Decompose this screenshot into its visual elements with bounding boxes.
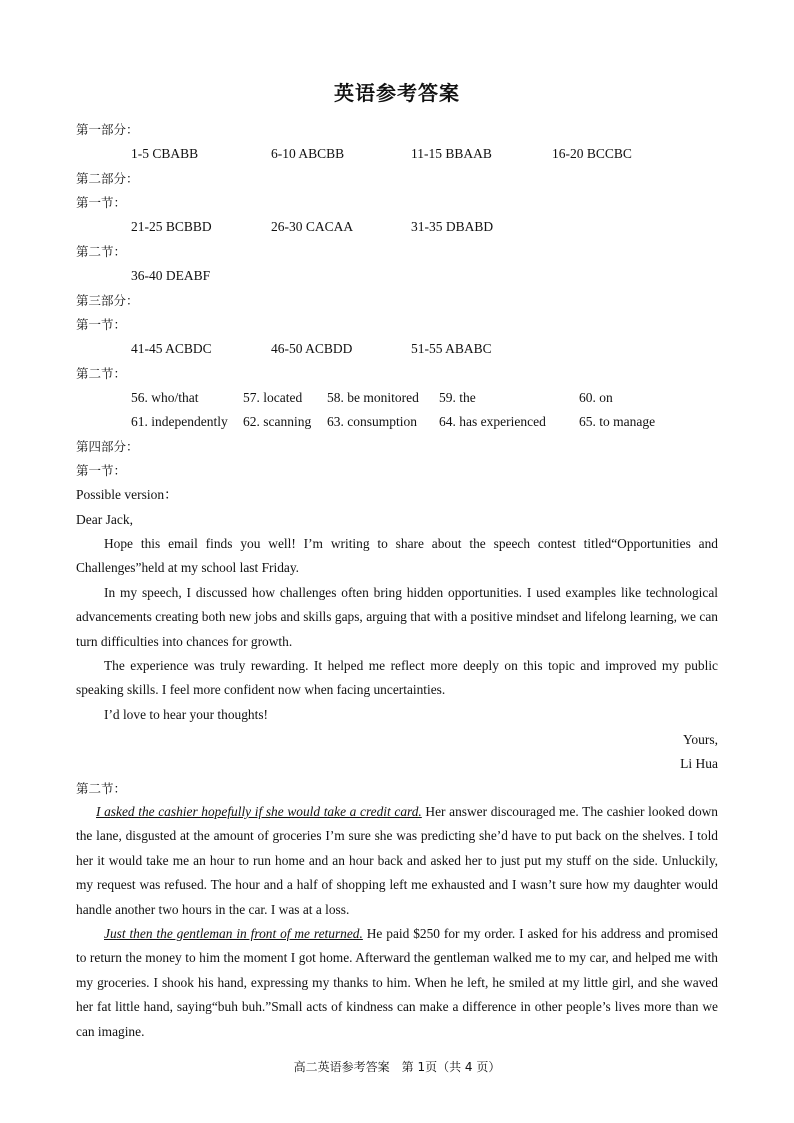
part4-heading: 第四部分： bbox=[76, 439, 139, 454]
part4-section2-heading: 第二节： bbox=[76, 781, 127, 796]
story-body: He paid $250 for my order. I asked for his address and promised to return the money to him the moment I got home. Afterward the gentleman walked me to my car, and helped me with my groceries. I shook his hand, expressing my thanks to him. When he left, he smiled at my little girl, and she waved her fat little hand, saying“buh buh.”Small acts of kindness can make a difference in other people’s lives more than we can imagine. bbox=[76, 926, 719, 1039]
story-paragraph bbox=[76, 922, 718, 1044]
fill-answer: 59. the bbox=[439, 390, 476, 405]
part4-section1-heading: 第一节： bbox=[76, 463, 127, 478]
letter-paragraph: In my speech, I discussed how challenges often bring hidden opportunities. I used examples like technological advancements creating both new jobs and skills gaps, arguing that with a positive mindset and lifelong learning, we can turn difficulties into chances for growth. bbox=[76, 585, 718, 649]
answer-group: 36-40 DEABF bbox=[131, 268, 211, 283]
story-lead-sentence: Just then the gentleman in front of me returned. bbox=[104, 926, 363, 941]
fill-answer: 65. to manage bbox=[579, 414, 656, 429]
letter-closing: Yours, bbox=[682, 732, 718, 747]
fill-answer: 63. consumption bbox=[327, 414, 417, 429]
fill-answer: 60. on bbox=[579, 390, 613, 405]
part3-heading: 第三部分： bbox=[76, 293, 139, 308]
page-title: 英语参考答案 bbox=[334, 81, 460, 105]
letter-paragraph: The experience was truly rewarding. It helped me reflect more deeply on this topic and improved my public speaking skills. I feel more confident now when facing uncertainties. bbox=[76, 658, 718, 698]
page-footer: 高二英语参考答案 第 1页（共 4 页） bbox=[293, 1060, 501, 1074]
answer-group: 21-25 BCBBD bbox=[131, 219, 212, 234]
version-label: Possible version： bbox=[76, 487, 178, 502]
fill-answer: 56. who/that bbox=[131, 390, 199, 405]
story-lead-sentence: I asked the cashier hopefully if she would take a credit card. bbox=[96, 804, 422, 819]
answer-group: 51-55 ABABC bbox=[411, 341, 492, 356]
part2-section1-heading: 第一节： bbox=[76, 195, 127, 210]
part3-section1-heading: 第一节： bbox=[76, 317, 127, 332]
answer-group: 1-5 CBABB bbox=[131, 146, 199, 161]
answer-group: 11-15 BBAAB bbox=[411, 146, 492, 161]
answer-group: 16-20 BCCBC bbox=[552, 146, 632, 161]
letter-greeting: Dear Jack, bbox=[76, 512, 133, 527]
part2-section2-heading: 第二节： bbox=[76, 244, 127, 259]
part2-heading: 第二部分： bbox=[76, 171, 139, 186]
answer-group: 41-45 ACBDC bbox=[131, 341, 212, 356]
story-paragraph bbox=[76, 800, 718, 922]
fill-answer: 61. independently bbox=[131, 414, 228, 429]
answer-group: 26-30 CACAA bbox=[271, 219, 354, 234]
part3-section2-heading: 第二节： bbox=[76, 366, 127, 381]
letter-paragraph: I’d love to hear your thoughts! bbox=[104, 707, 268, 722]
letter-paragraph: Hope this email finds you well! I’m writing to share about the speech contest titled“Opportunities and Challenges”held at my school last Friday. bbox=[76, 536, 718, 576]
fill-answer: 57. located bbox=[243, 390, 303, 405]
letter-signature: Li Hua bbox=[680, 756, 718, 771]
fill-answer: 62. scanning bbox=[243, 414, 312, 429]
story-body: Her answer discouraged me. The cashier looked down the lane, disgusted at the amount of groceries I’m sure she was predicting she’d have to put back on the shelves. I told her it would take me an hour to run home and an hour back and asked her to just put my stuff on the side. Unluckily, my request was refused. The hour and a half of shopping left me exhausted and I wasn’t sure how my daughter would handle another two hours in the car. I was at a loss. bbox=[76, 804, 719, 917]
part1-heading: 第一部分： bbox=[76, 122, 139, 137]
fill-answer: 58. be monitored bbox=[327, 390, 419, 405]
answer-group: 6-10 ABCBB bbox=[271, 146, 345, 161]
answer-group: 31-35 DBABD bbox=[411, 219, 494, 234]
fill-answer: 64. has experienced bbox=[439, 414, 546, 429]
answer-group: 46-50 ACBDD bbox=[271, 341, 353, 356]
